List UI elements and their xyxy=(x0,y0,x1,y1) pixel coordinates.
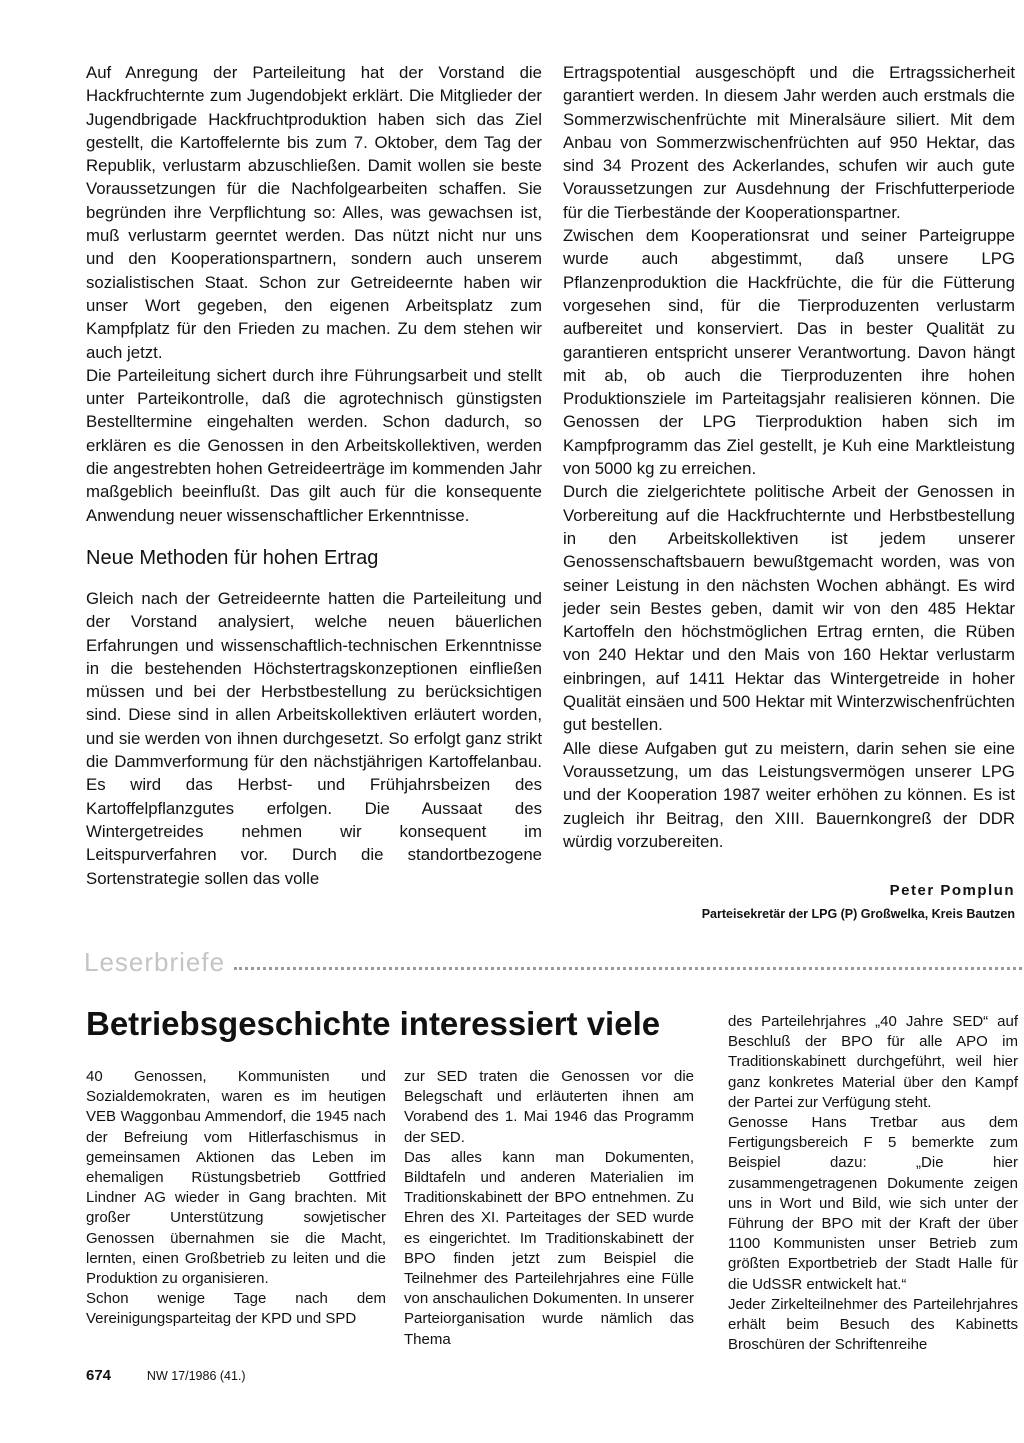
section-rubric xyxy=(84,947,1014,981)
letter-column-2 xyxy=(404,1067,694,1350)
paragraph: Zwischen dem Kooperationsrat und seiner Parteigruppe wurde auch abgestimmt, daß unsere LPG Pflanzenproduktion die Hackfrüchte, die für die Fütterung vorgesehen sind, für die Tierproduzenten verlustarm aufbereitet und konserviert. Das in bester Qualität zu garantieren entspricht unserer Verantwortung. Davon hängt mit ab, ob auch die Tierproduzenten ihre hohen Produktionsziele im Parteitagsjahr realisieren können. Die Genossen der LPG Tierproduktion haben sich im Kampfprogramm das Ziel gestellt, je Kuh eine Marktleistung von 5000 kg zu erreichen. xyxy=(563,226,1015,479)
paragraph: Auf Anregung der Parteileitung hat der Vorstand die Hackfruchternte zum Jugendobjekt erklärt. Die Mitglieder der Jugendbrigade Hackfruchtproduktion haben sich das Ziel gestellt, die Kartoffelernte bis zum 7. Oktober, dem Tag der Republik, verlustarm abzuschließen. Damit wollen sie beste Voraussetzungen für die Nachfolgearbeiten schaffen. Sie begründen ihre Verpflichtung so: Alles, was gewachsen ist, muß verlustarm geerntet werden. Das nützt nicht nur uns und den Kooperationspartnern, sondern auch unserem sozialistischen Staat. Schon zur Getreideernte haben wir unser Wort gegeben, den eigenen Arbeitsplatz zum Kampfplatz für den Frieden zu machen. Zu dem stehen wir auch jetzt. xyxy=(86,63,542,362)
paragraph: Schon wenige Tage nach dem Vereinigungsparteitag der KPD und SPD xyxy=(86,1290,386,1328)
section-subheading: Neue Methoden für hohen Ertrag xyxy=(86,546,379,569)
paragraph: Gleich nach der Getreideernte hatten die Parteileitung und der Vorstand analysiert, welche neuen bäuerlichen Erfahrungen und wissenschaftlich-technischen Erkenntnisse in die bestehenden Höchstertragskonzeptionen einfließen müssen und bei der Herbstbestellung zu berücksichtigen sind. Diese sind in allen Arbeitskollektiven erläutert worden, und sie werden von ihnen durchgesetzt. So erfolgt ganz strikt die Dammverformung für den nächstjährigen Kartoffelanbau. Es wird das Herbst- und Frühjahrsbeizen des Kartoffelpflanzgutes erfolgen. Die Aussaat des Wintergetreides nehmen wir konsequent im Leitspurverfahren vor. Durch die standortbezogene Sortenstrategie sollen das volle xyxy=(86,588,542,888)
article-column-right xyxy=(563,61,1015,853)
paragraph: des Parteilehrjahres „40 Jahre SED“ auf Beschluß der BPO für alle APO im Traditionskabinett durchgeführt, weil hier ganz konkretes Material über den Kampf der Partei zur Verfügung steht. xyxy=(728,1013,1018,1111)
paragraph: Das alles kann man Dokumenten, Bildtafeln und anderen Materialien im Traditionskabinett der BPO entnehmen. Zu Ehren des XI. Parteitages der SED wurde es eingerichtet. Im Traditionskabinett der BPO finden jetzt zum Beispiel die Teilnehmer des Parteilehrjahres eine Fülle von anschaulichen Dokumenten. In unserer Parteiorganisation wurde nämlich das Thema xyxy=(404,1148,694,1348)
letter-column-3 xyxy=(728,1012,1018,1355)
page-number: 674 xyxy=(86,1367,112,1384)
paragraph: Durch die zielgerichtete politische Arbeit der Genossen in Vorbereitung auf die Hackfruchternte und Herbstbestellung in den Arbeitskollektiven ist jedem unserer Genossenschaftsbauern bewußtgemacht worden, was von seiner Leistung in den nächsten Wochen abhängt. Es wird jeder sein Bestes geben, damit wir von den 485 Hektar Kartoffeln den höchstmöglichen Ertrag ernten, die Rüben von 240 Hektar und den Mais von 160 Hektar verlustarm einbringen, auf 1411 Hektar das Wintergetreide in hoher Qualität einsäen und 500 Hektar mit Winterzwischenfrüchten gut bestellen. xyxy=(563,482,1015,735)
paragraph: Ertragspotential ausgeschöpft und die Ertragssicherheit garantiert werden. In diesem Jahr werden auch erstmals die Sommerzwischenfrüchte mit Mineralsäure siliert. Mit dem Anbau von Sommerzwischenfrüchten auf 950 Hektar, das sind 34 Prozent des Ackerlandes, schufen wir auch gute Voraussetzungen zur Ausdehnung der Frischfutterperiode für die Tierbestände der Kooperationspartner. xyxy=(563,63,1015,222)
paragraph: Jeder Zirkelteilnehmer des Parteilehrjahres erhält beim Besuch des Kabinetts Broschüren der Schriftenreihe xyxy=(728,1295,1018,1354)
letter-headline: Betriebsgeschichte interessiert viele xyxy=(86,1005,661,1042)
author-name: Peter Pomplun xyxy=(889,882,1015,899)
page-footer xyxy=(86,1367,246,1384)
rubric-label: Leserbriefe xyxy=(84,947,226,977)
issue-reference: NW 17/1986 (41.) xyxy=(146,1369,246,1383)
paragraph: Die Parteileitung sichert durch ihre Führungsarbeit und stellt unter Parteikontrolle, daß die agrotechnisch günstigsten Bestelltermine eingehalten werden. Schon dadurch, so erklären es die Genossen in den Arbeitskollektiven, werden die angestrebten hohen Getreideerträge im kommenden Jahr maßgeblich beeinflußt. Das gilt auch für die konsequente Anwendung neuer wissenschaftlicher Erkenntnisse. xyxy=(86,365,542,525)
rubric-divider xyxy=(234,967,1024,970)
paragraph: 40 Genossen, Kommunisten und Sozialdemokraten, waren es im heutigen VEB Waggonbau Ammendorf, die 1945 nach der Befreiung vom Hitlerfaschismus in gemeinsamen Aktionen das Leben im ehemaligen Rüstungsbetrieb Gottfried Lindner AG wieder in Gang brachten. Mit großer Unterstützung sowjetischer Genossen übernahmen sie die Macht, lernten, einen Großbetrieb zu leiten und die Produktion zu organisieren. xyxy=(86,1068,386,1288)
author-role: Parteisekretär der LPG (P) Großwelka, Kreis Bautzen xyxy=(701,907,1015,921)
article-column-left xyxy=(86,61,542,890)
letter-column-1 xyxy=(86,1067,386,1330)
paragraph: zur SED traten die Genossen vor die Belegschaft und erläuterten ihnen am Vorabend des 1. Mai 1946 das Programm der SED. xyxy=(404,1068,694,1146)
paragraph: Genosse Hans Tretbar aus dem Fertigungsbereich F 5 bemerkte zum Beispiel dazu: „Die hier zusammengetragenen Dokumente zeigen uns in Wort und Bild, wie sich unter der Führung der BPO mit der Kraft der über 1100 Kommunisten unser Betrieb zum größten Exportbetrieb der Stadt Halle für die UdSSR entwickelt hat.“ xyxy=(728,1114,1018,1293)
paragraph: Alle diese Aufgaben gut zu meistern, darin sehen sie eine Voraussetzung, um das Leistungsvermögen unserer LPG und der Kooperation 1987 weiter erhöhen zu können. Es ist zugleich ihr Beitrag, den XIII. Bauernkongreß der DDR würdig vorzubereiten. xyxy=(563,738,1015,851)
